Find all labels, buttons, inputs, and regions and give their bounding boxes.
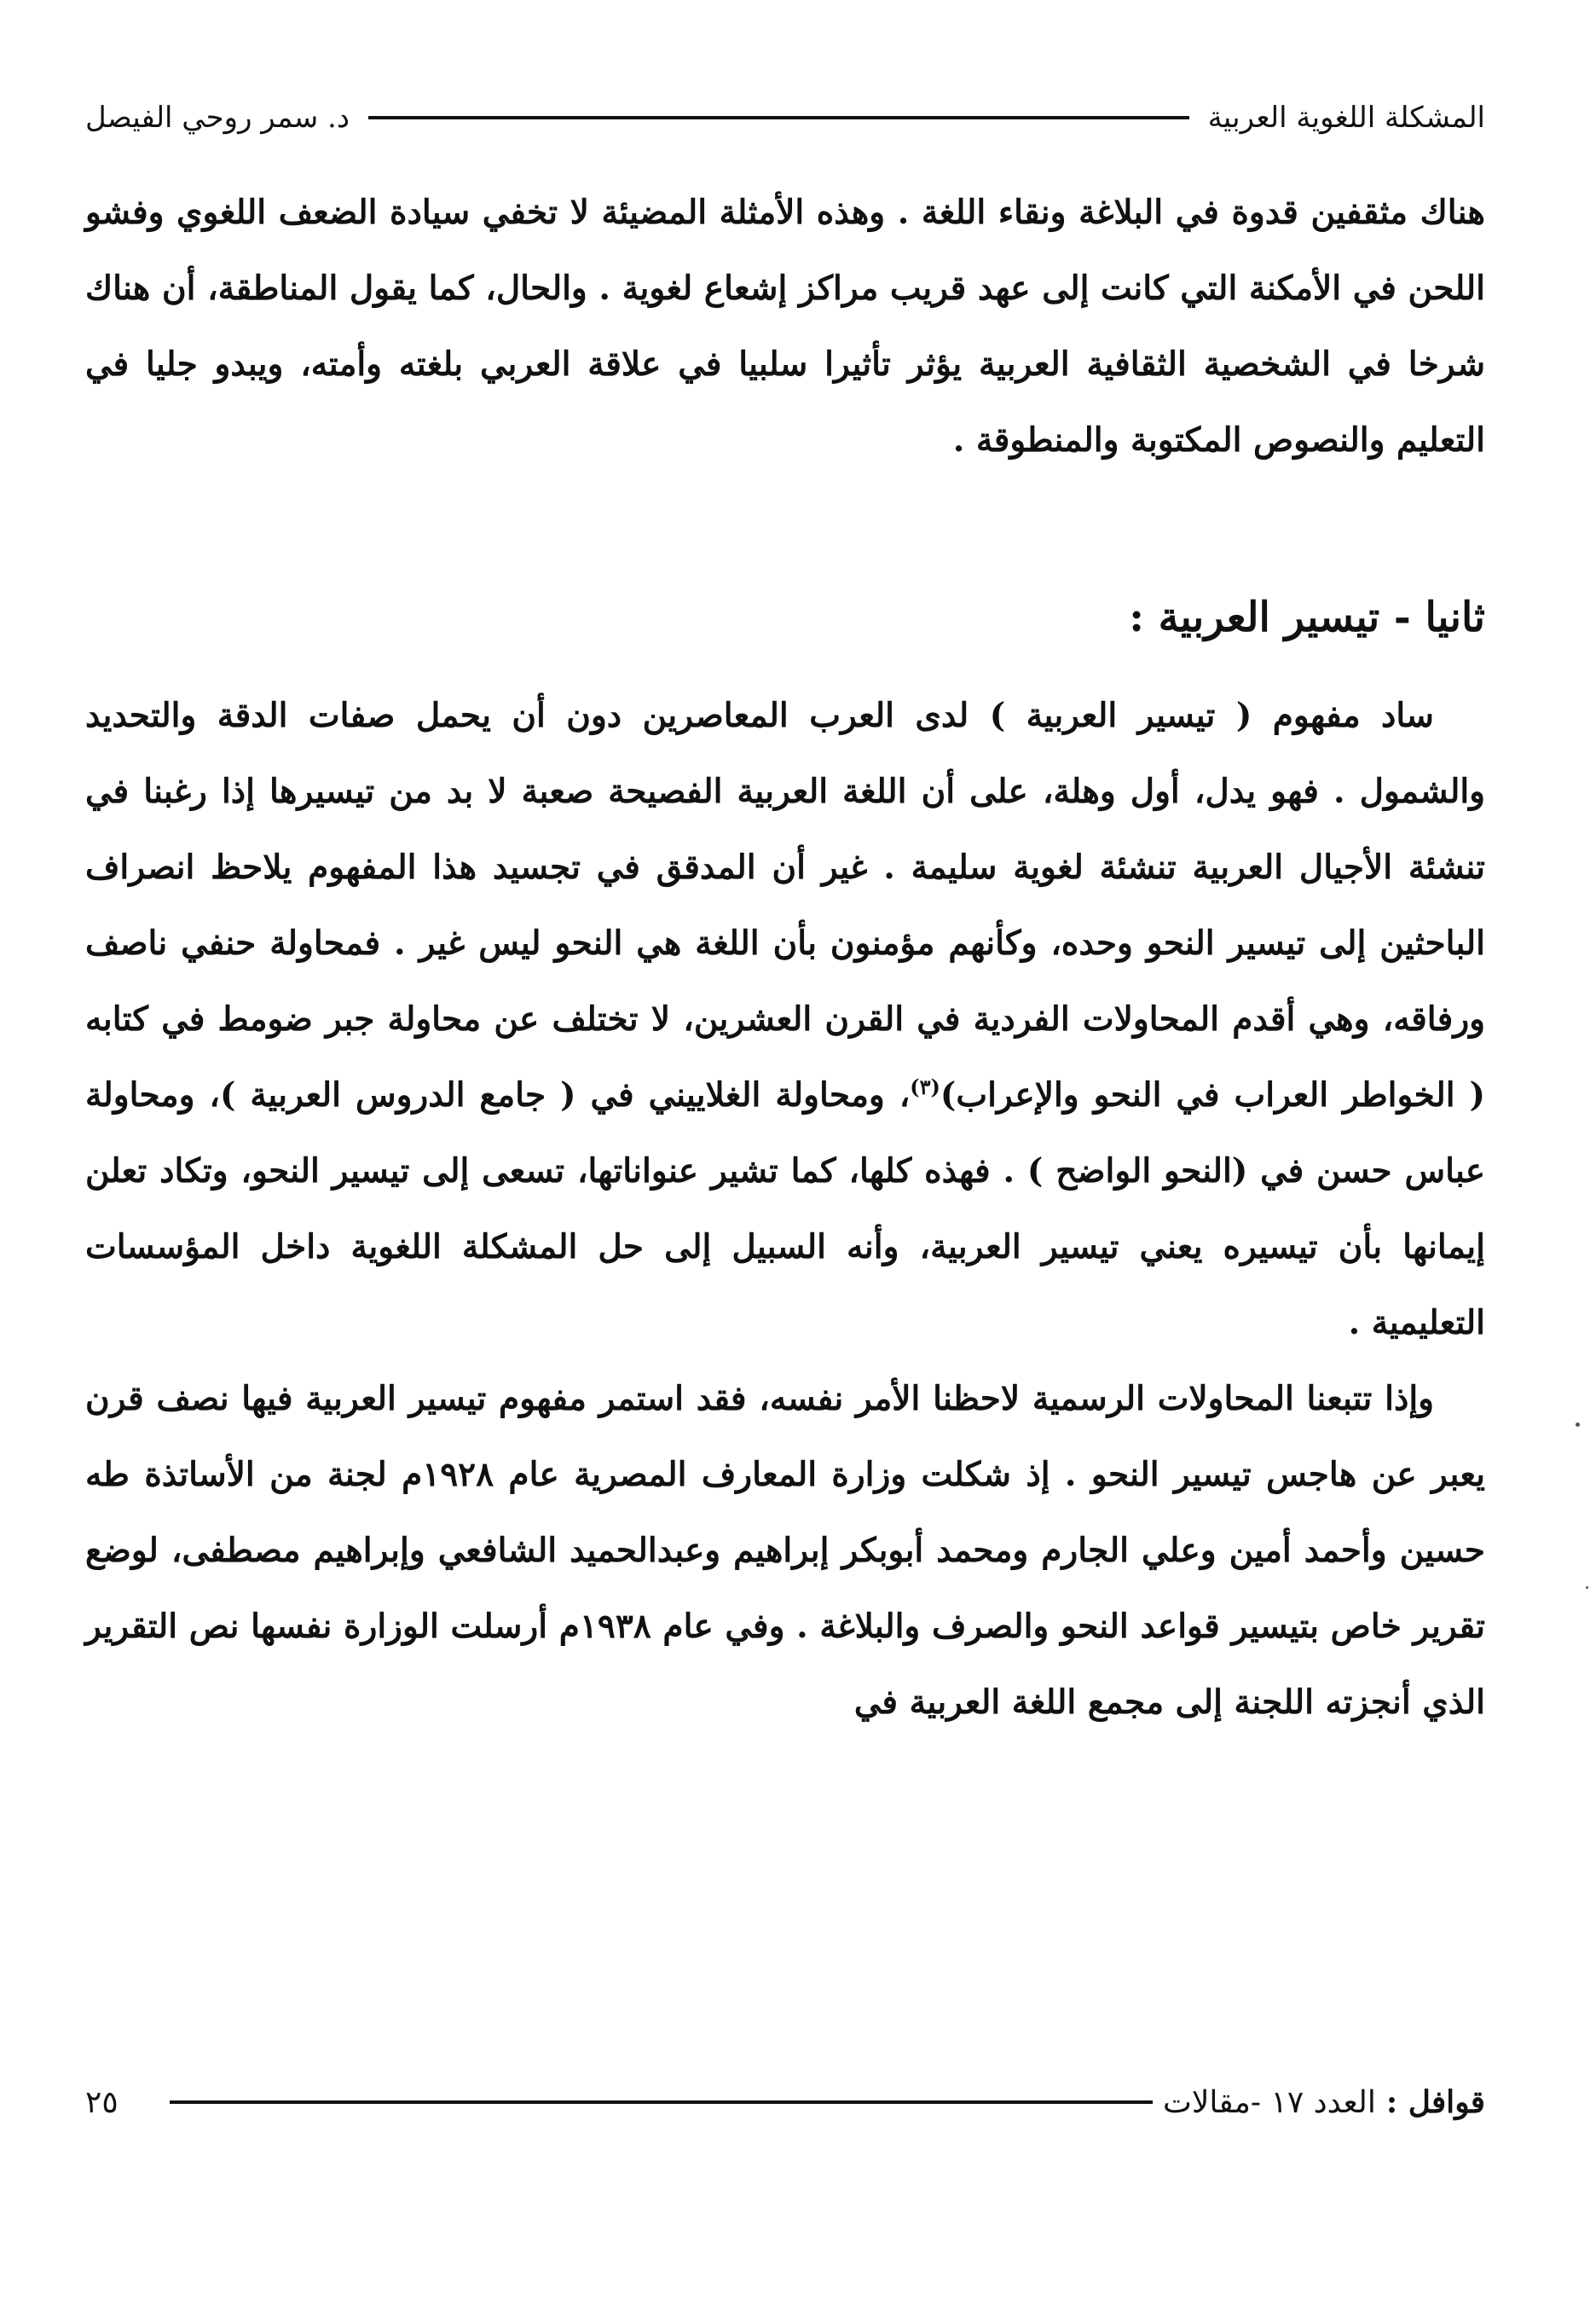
section-paragraph-2: وإذا تتبعنا المحاولات الرسمية لاحظنا الأمر نفسه، فقد استمر مفهوم تيسير العربية فيها نصف قرن يعبر عن هاجس تيسير النحو . إذ شكلت وزارة المعارف المصرية عام ١٩٢٨م لجنة من الأساتذة طه حسين وأحمد أمين وعلي الجارم ومحمد أبوبكر إبراهيم وعبدالحميد الشافعي وإبراهيم مصطفى، لوضع تقرير خاص بتيسير قواعد النحو والصرف والبلاغة . وفي عام ١٩٣٨م أرسلت الوزارة نفسها نص التقرير الذي أنجزته اللجنة إلى مجمع اللغة العربية في [85,1379,1485,1722]
footnote-marker: (٣) [910,1075,940,1099]
scan-speck [1576,1422,1580,1427]
footer-issue: العدد ١٧ -مقالات [1163,2084,1376,2120]
header-author: د. سمر روحي الفيصل [85,101,350,135]
header-rule [368,116,1189,119]
footer-rule [170,2100,1153,2104]
section-heading: ثانيا - تيسير العربية : [1129,594,1485,641]
running-header [85,92,1485,143]
paragraph-text: ، ومحاولة الغلاييني في ( جامع الدروس العربية )، ومحاولة عباس حسن في (النحو الواضح ) . فهذه كلها، كما تشير عنواناتها، تسعى إلى تيسير النحو، وتكاد تعلن إيمانها بأن تيسيره يعني تيسير العربية، وأنه السبيل إلى حل المشكلة اللغوية داخل المؤسسات التعليمية . [85,1075,1485,1342]
article-body [85,175,1485,1741]
intro-paragraph: هناك مثقفين قدوة في البلاغة ونقاء اللغة . وهذه الأمثلة المضيئة لا تخفي سيادة الضعف اللغوي وفشو اللحن في الأمكنة التي كانت إلى عهد قريب مراكز إشعاع لغوية . والحال، كما يقول المناطقة، أن هناك شرخا في الشخصية الثقافية العربية يؤثر تأثيرا سلبيا في علاقة العربي بلغته وأمته، ويبدو جليا في التعليم والنصوص المكتوبة والمنطوقة . [85,193,1485,460]
header-journal-title: المشكلة اللغوية العربية [1207,101,1485,135]
scan-speck [1586,1586,1588,1589]
running-footer [85,2072,1485,2132]
section-paragraph-1 [85,678,1485,1361]
footer-journal-name: قوافل : [1385,2084,1485,2120]
page-number: ٢٥ [85,2084,119,2120]
paragraph-text: ساد مفهوم ( تيسير العربية ) لدى العرب المعاصرين دون أن يحمل صفات الدقة والتحديد والشمول . فهو يدل، أول وهلة، على أن اللغة العربية الفصيحة صعبة لا بد من تيسيرها إذا رغبنا في تنشئة الأجيال العربية تنشئة لغوية سليمة . غير أن المدقق في تجسيد هذا المفهوم يلاحظ انصراف الباحثين إلى تيسير النحو وحده، وكأنهم مؤمنون بأن اللغة هي النحو ليس غير . فمحاولة حنفي ناصف ورفاقه، وهي أقدم المحاولات الفردية في القرن العشرين، لا تختلف عن محاولة جبر ضومط في كتابه ( الخواطر العراب في النحو والإعراب) [85,696,1485,1115]
